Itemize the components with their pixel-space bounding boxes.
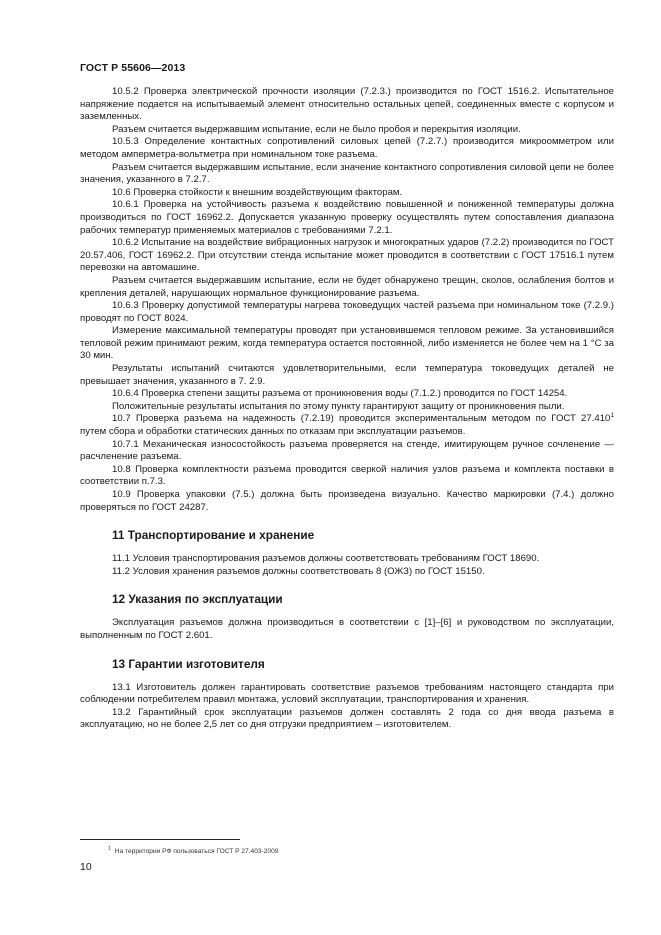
clause-11-1: 11.1 Условия транспортирования разъемов должны соответствовать требованиям ГОСТ 18690. xyxy=(112,553,540,565)
clause-10-7-text-a: 10.7 Проверка разъема на надежность (7.2.19) проводится экспериментальным методом по ГОСТ 27.410 xyxy=(112,413,611,425)
clause-13-2: 13.2 Гарантийный срок эксплуатации разъемов должен составлять 2 года со дня ввода разъема в эксплуатацию, но не более 2,5 лет со дня отгрузки предприятием – изготовителем. xyxy=(80,706,614,731)
paragraph-temperature-measurement: Измерение максимальной температуры проводят при установившемся тепловом режиме. За установившийся тепловой режим принимают режим, когда температура остается постоянной, либо изменяется не более чем на 1 °С за 30 мин. xyxy=(80,325,614,362)
footnote xyxy=(108,846,278,855)
clause-10-6-1: 10.6.1 Проверка на устойчивость разъема к воздействию повышенной и пониженной температуры должна производиться по ГОСТ 16962.2. Допускается указанную проверку осуществлять путем сопоставления диапазона рабочих температур применяемых материалов с требованиями 7.2.1. xyxy=(80,199,614,236)
clause-10-5-2: 10.5.2 Проверка электрической прочности изоляции (7.2.3.) производится по ГОСТ 1516.2. Испытательное напряжение подается на испытываемый элемент относительно остальных цепей, соединенных вместе с корпусом и заземленных. xyxy=(80,86,614,123)
footnote-separator xyxy=(80,839,240,840)
document-code-header: ГОСТ Р 55606—2013 xyxy=(80,62,186,74)
clause-10-6: 10.6 Проверка стойкости к внешним воздействующим факторам. xyxy=(112,186,403,198)
section-13-heading: 13 Гарантии изготовителя xyxy=(112,656,265,671)
clause-10-5-3: 10.5.3 Определение контактных сопротивлений силовых цепей (7.2.7.) производится микроомметром или методом амперметра-вольтметра при номинальном токе разъема. xyxy=(80,136,614,160)
section-11-heading: 11 Транспортирование и хранение xyxy=(112,528,315,543)
section-12-heading: 12 Указания по эксплуатации xyxy=(112,592,283,607)
clause-11-2: 11.2 Условия хранения разъемов должны соответствовать 8 (ОЖЗ) по ГОСТ 15150. xyxy=(112,565,485,577)
footnote-reference: 1 xyxy=(610,412,614,420)
clause-10-6-3: 10.6.3 Проверку допустимой температуры нагрева токоведущих частей разъема при номинальном токе (7.2.9.) проводят по ГОСТ 8024. xyxy=(80,300,614,324)
clause-10-6-2: 10.6.2 Испытание на воздействие вибрационных нагрузок и многократных ударов (7.2.2) производится по ГОСТ 20.57.406, ГОСТ 16962.2. При отсутствии стенда испытание может проводится в соответствии с ГОСТ 17516.1 путем перевозки на автомашине. xyxy=(80,237,614,274)
page-number: 10 xyxy=(80,861,92,873)
clause-10-7 xyxy=(80,413,614,438)
section-12-paragraph: Эксплуатация разъемов должна производиться в соответствии с [1]–[6] и руководством по эксплуатации, выполненным по ГОСТ 2.601. xyxy=(80,617,614,641)
footnote-text: На территории РФ пользоваться ГОСТ Р 27.403-2009 xyxy=(114,848,279,856)
paragraph-vibration-result: Разъем считается выдержавшим испытание, если не будет обнаружено трещин, сколов, ослабления болтов и крепления деталей, нарушающих нормальное функционирование разъема. xyxy=(80,274,614,299)
footnote-mark: 1 xyxy=(108,846,111,852)
clause-13-1: 13.1 Изготовитель должен гарантировать соответствие разъемов требованиям настоящего стандарта при соблюдении потребителем правил монтажа, условий эксплуатации, транспортирования и хранения. xyxy=(80,681,614,706)
clause-10-8: 10.8 Проверка комплектности разъема проводится сверкой наличия узлов разъема и комплекта поставки в соответствии п.7.3. xyxy=(80,463,614,488)
clause-10-6-4: 10.6.4 Проверка степени защиты разъема от проникновения воды (7.1.2.) проводится по ГОСТ 14254. xyxy=(112,388,568,400)
paragraph-temperature-result: Результаты испытаний считаются удовлетворительными, если температура токоведущих деталей не превышает значения, указанного в 7. 2.9. xyxy=(80,363,614,387)
paragraph-dust-protection: Положительные результаты испытания по этому пункту гарантируют защиту от проникновения пыли. xyxy=(112,400,565,412)
clause-10-7-1: 10.7.1 Механическая износостойкость разъема проверяется на стенде, имитирующем ручное сочленение — расчленение разъема. xyxy=(80,438,614,463)
paragraph-insulation-result: Разъем считается выдержавшим испытание, если не было пробоя и перекрытия изоляции. xyxy=(112,123,521,135)
clause-10-7-text-b: путем сбора и обработки статических данных по отказам при эксплуатации разъемов. xyxy=(80,426,466,438)
clause-10-9: 10.9 Проверка упаковки (7.5.) должна быть произведена визуально. Качество маркировки (7.4.) должно проверяться по ГОСТ 24287. xyxy=(80,489,614,513)
page-body xyxy=(80,86,614,732)
paragraph-contact-resistance-result: Разъем считается выдержавшим испытание, если значение контактного сопротивления силовой цепи не более значения, указанного в 7.2.7. xyxy=(80,161,614,186)
